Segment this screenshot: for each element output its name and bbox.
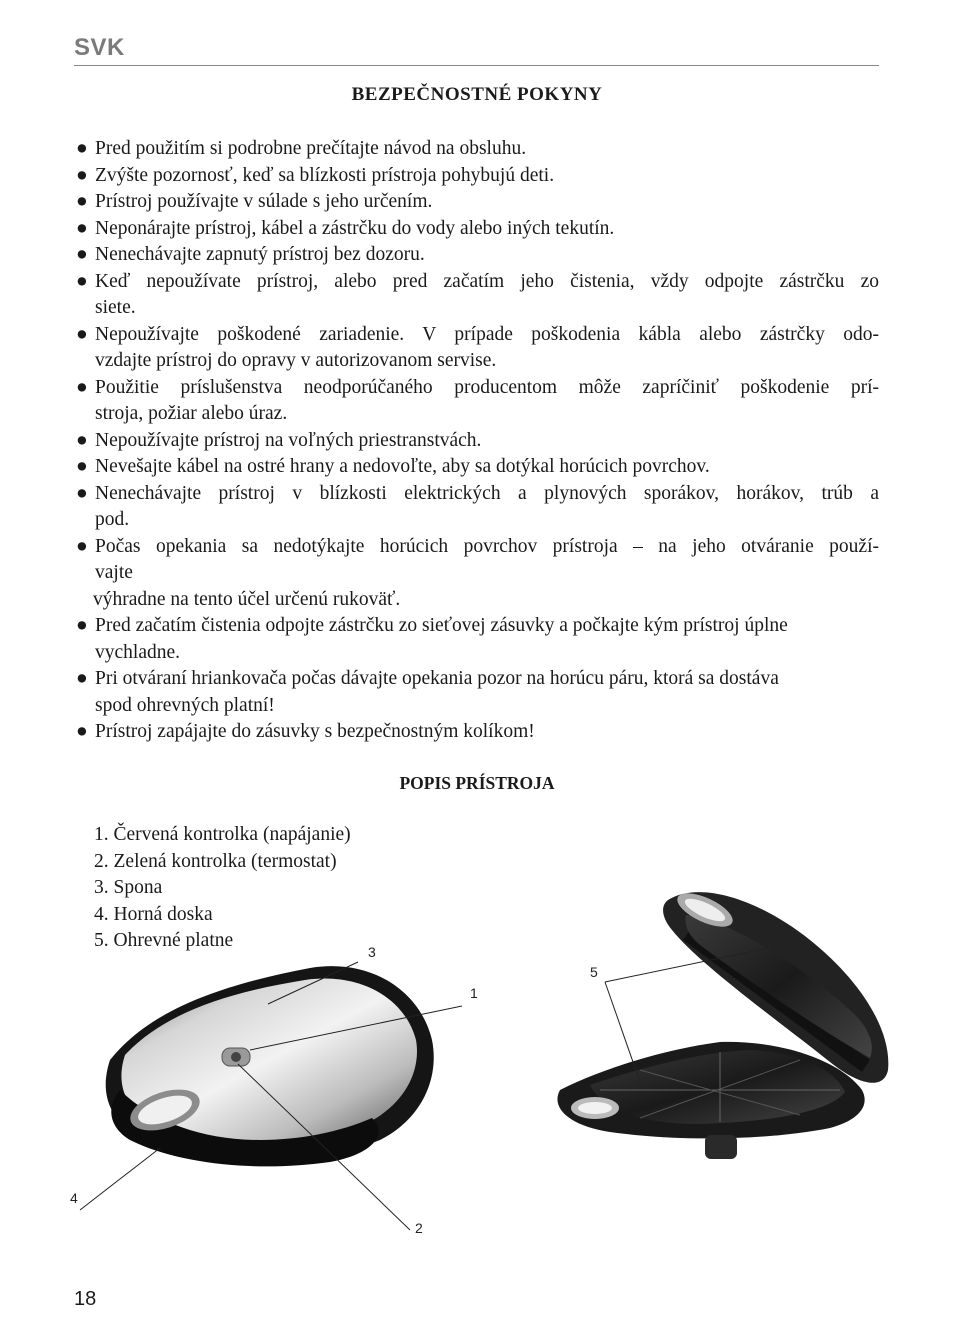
callout-3: 3 — [368, 944, 376, 960]
language-code: SVK — [74, 34, 125, 61]
item-text: spod ohrevných platní! — [95, 694, 275, 716]
leader-line-4 — [80, 1148, 160, 1210]
bullet: ● — [76, 244, 88, 265]
continuation-line: výhradne na tento účel určenú rukoväť. — [93, 588, 401, 610]
item-text: Pred použitím si podrobne prečítajte návod na obsluhu. — [95, 138, 527, 159]
item-text: stroja, požiar alebo úraz. — [95, 403, 288, 424]
bullet: ● — [76, 376, 88, 398]
item-text: Nepoužívajte poškodené zariadenie. V prípade poškodenia kábla alebo zástrčky odo- — [95, 323, 879, 345]
item-text: Pri otváraní hriankovača počas dávajte opekania pozor na horúcu páru, ktorá sa dostáva — [95, 668, 779, 689]
bullet: ● — [76, 217, 88, 239]
bullet: ● — [76, 429, 88, 451]
description-title: POPIS PRÍSTROJA — [399, 773, 555, 793]
bullet: ● — [76, 323, 88, 345]
callout-5: 5 — [590, 964, 598, 980]
item-text: vajte — [95, 562, 133, 583]
bullet: ● — [76, 270, 88, 292]
item-text: Použitie príslušenstva neodporúčaného producentom môže zapríčiniť poškodenie prí- — [95, 376, 879, 398]
item-text: Prístroj zapájajte do zásuvky s bezpečnostným kolíkom! — [95, 721, 535, 742]
item-text: Nepoužívajte prístroj na voľných priestranstvách. — [95, 429, 482, 451]
item-text: Neponárajte prístroj, kábel a zástrčku do vody alebo iných tekutín. — [95, 217, 615, 239]
callout-4: 4 — [70, 1190, 78, 1206]
item-text: Zvýšte pozornosť, keď sa blízkosti prístroja pohybujú deti. — [95, 164, 555, 186]
item-text: Nevešajte kábel na ostré hrany a nedovoľte, aby sa dotýkal horúcich povrchov. — [95, 456, 710, 477]
bullet: ● — [76, 615, 88, 636]
item-text: Nenechávajte zapnutý prístroj bez dozoru. — [95, 244, 425, 265]
part-item: 5. Ohrevné platne — [94, 930, 234, 951]
bullet: ● — [76, 164, 88, 186]
bullet: ● — [76, 138, 88, 159]
item-text: siete. — [95, 297, 136, 318]
open-sandwich-maker — [557, 886, 888, 1159]
item-text: Počas opekania sa nedotýkajte horúcich povrchov prístroja – na jeho otváranie použí- — [95, 535, 879, 557]
bullet: ● — [76, 721, 88, 742]
part-item: 1. Červená kontrolka (napájanie) — [94, 824, 351, 845]
item-text: pod. — [95, 509, 130, 530]
part-item: 4. Horná doska — [94, 903, 213, 925]
bullet: ● — [76, 191, 88, 212]
closed-sandwich-maker — [106, 966, 434, 1166]
item-text: Pred začatím čistenia odpojte zástrčku zo sieťovej zásuvky a počkajte kým prístroj úplne — [95, 615, 788, 636]
bullet: ● — [76, 535, 88, 557]
item-text: vychladne. — [95, 641, 181, 663]
bullet: ● — [76, 668, 88, 689]
callout-1: 1 — [470, 985, 478, 1001]
part-item: 3. Spona — [94, 877, 163, 898]
callout-2: 2 — [415, 1220, 423, 1236]
item-text: Keď nepoužívate prístroj, alebo pred začatím jeho čistenia, vždy odpojte zástrčku zo — [95, 270, 879, 292]
item-text: vzdajte prístroj do opravy v autorizovanom servise. — [95, 350, 497, 371]
item-text: Nenechávajte prístroj v blízkosti elektrických a plynových sporákov, horákov, trúb a — [95, 482, 879, 504]
part-item: 2. Zelená kontrolka (termostat) — [94, 850, 337, 872]
safety-title: BEZPEČNOSTNÉ POKYNY — [351, 84, 603, 105]
bullet: ● — [76, 456, 88, 477]
item-text: Prístroj používajte v súlade s jeho určením. — [95, 191, 433, 212]
page-number: 18 — [74, 1288, 97, 1310]
bullet: ● — [76, 482, 88, 504]
